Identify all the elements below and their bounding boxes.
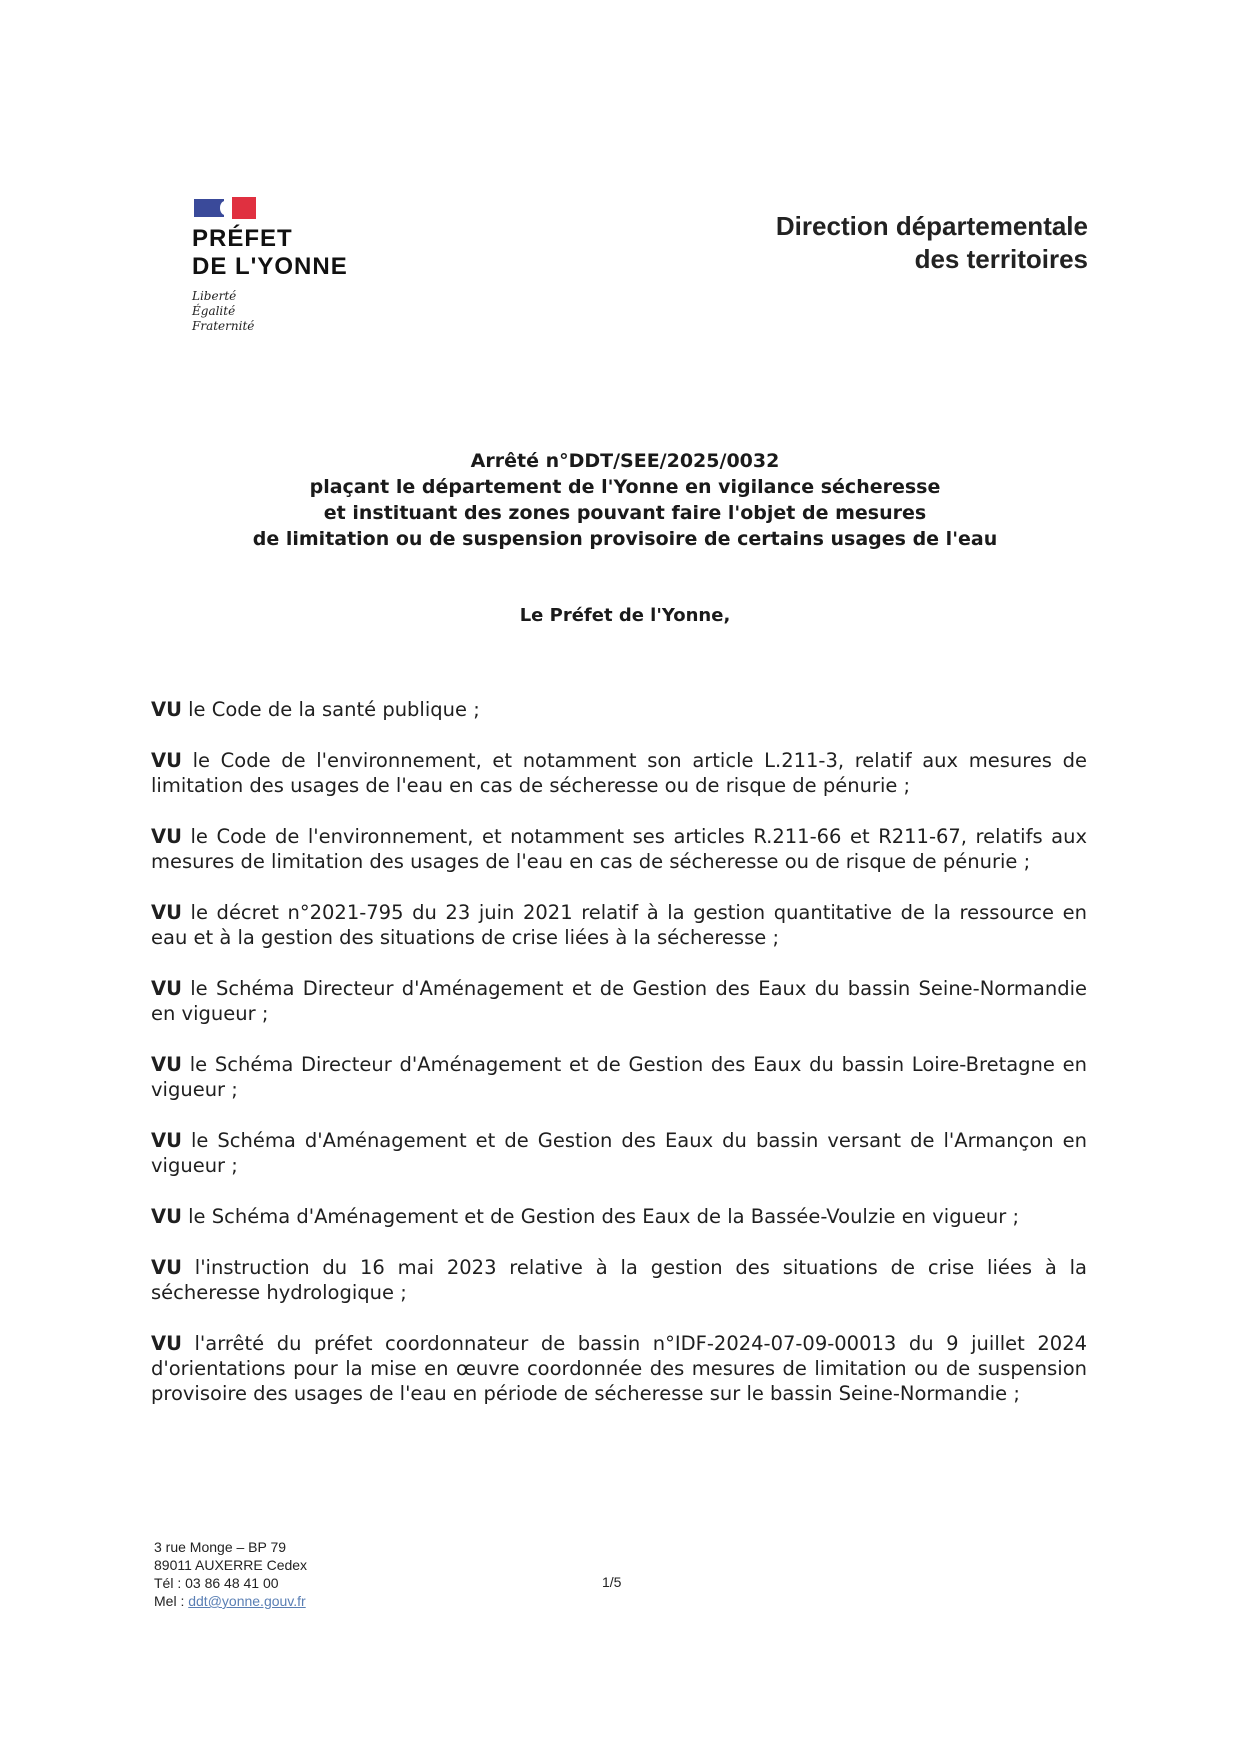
vu-label: VU (151, 749, 182, 772)
consideration-text: le Schéma d'Aménagement et de Gestion des Eaux de la Bassée-Voulzie en vigueur ; (188, 1205, 1020, 1228)
service-line-2: des territoires (914, 244, 1088, 274)
logo-line-2: DE L'YONNE (192, 253, 348, 280)
motto-liberte: Liberté (192, 289, 237, 303)
footer-address-line-2: 89011 AUXERRE Cedex (154, 1557, 308, 1573)
consideration-item (151, 1255, 1087, 1305)
arrete-title (160, 448, 1090, 552)
footer-mail-link[interactable]: ddt@yonne.gouv.fr (188, 1593, 306, 1609)
vu-label: VU (151, 977, 182, 1000)
consideration-item (151, 1204, 1087, 1229)
consideration-item (151, 697, 1087, 722)
consideration-item (151, 1331, 1087, 1406)
vu-label: VU (151, 1256, 182, 1279)
motto-egalite: Égalité (192, 304, 236, 318)
prefet-logo (192, 197, 412, 334)
motto-fraternite: Fraternité (192, 319, 255, 333)
consideration-text: le Code de la santé publique ; (188, 698, 480, 721)
vu-label: VU (151, 1205, 182, 1228)
prefet-heading: Le Préfet de l'Yonne, (519, 605, 731, 626)
page-number: 1/5 (602, 1574, 622, 1590)
consideration-text: l'instruction du 16 mai 2023 relative à la gestion des situations de crise liées à la sécheresse hydrologique ; (151, 1256, 1088, 1304)
vu-label: VU (151, 825, 182, 848)
footer-address-line-1: 3 rue Monge – BP 79 (154, 1539, 287, 1555)
consideration-text: le Code de l'environnement, et notamment son article L.211-3, relatif aux mesures de limitation des usages de l'eau en cas de sécheresse ou de risque de pénurie ; (151, 749, 1087, 797)
consideration-text: le Schéma Directeur d'Aménagement et de Gestion des Eaux du bassin Seine-Normandie en vigueur ; (151, 977, 1088, 1025)
logo-title (192, 225, 412, 281)
consideration-item (151, 976, 1087, 1026)
consideration-text: le décret n°2021-795 du 23 juin 2021 relatif à la gestion quantitative de la ressource en eau et à la gestion des situations de crise liées à la sécheresse ; (151, 901, 1087, 949)
republic-motto (192, 289, 412, 334)
footer-mail-label: Mel : (154, 1593, 189, 1609)
consideration-item (151, 824, 1087, 874)
service-line-1: Direction départementale (775, 211, 1088, 241)
consideration-item (151, 900, 1087, 950)
arrete-number: Arrêté n°DDT/SEE/2025/0032 (470, 450, 780, 472)
considerations-list (151, 697, 1087, 1406)
consideration-item (151, 1052, 1087, 1102)
vu-label: VU (151, 698, 182, 721)
consideration-item (151, 1128, 1087, 1178)
footer-address (154, 1538, 307, 1610)
consideration-text: le Schéma d'Aménagement et de Gestion des Eaux du bassin versant de l'Armançon en vigueur ; (151, 1129, 1088, 1177)
marianne-flag-icon (192, 197, 262, 219)
footer-mail-line (154, 1592, 307, 1610)
vu-label: VU (151, 1053, 182, 1076)
consideration-item (151, 748, 1087, 798)
consideration-text: l'arrêté du préfet coordonnateur de bassin n°IDF-2024-07-09-00013 du 9 juillet 2024 d'orientations pour la mise en œuvre coordonnée des mesures de limitation ou de suspension provisoire des usages de l'eau en période de sécheresse sur le bassin Seine-Normandie ; (151, 1332, 1088, 1405)
consideration-text: le Schéma Directeur d'Aménagement et de Gestion des Eaux du bassin Loire-Bretagne en vigueur ; (151, 1053, 1088, 1101)
footer-phone: Tél : 03 86 48 41 00 (154, 1575, 279, 1591)
vu-label: VU (151, 1332, 182, 1355)
vu-label: VU (151, 901, 182, 924)
vu-label: VU (151, 1129, 182, 1152)
logo-line-1: PRÉFET (192, 225, 293, 252)
arrete-subtitle-1: plaçant le département de l'Yonne en vigilance sécheresse (309, 476, 941, 498)
consideration-text: le Code de l'environnement, et notamment ses articles R.211-66 et R211-67, relatifs aux mesures de limitation des usages de l'eau en cas de sécheresse ou de risque de pénurie ; (151, 825, 1087, 873)
arrete-subtitle-2: et instituant des zones pouvant faire l'objet de mesures (323, 502, 927, 524)
service-name (776, 210, 1088, 276)
arrete-subtitle-3: de limitation ou de suspension provisoire de certains usages de l'eau (252, 528, 998, 550)
